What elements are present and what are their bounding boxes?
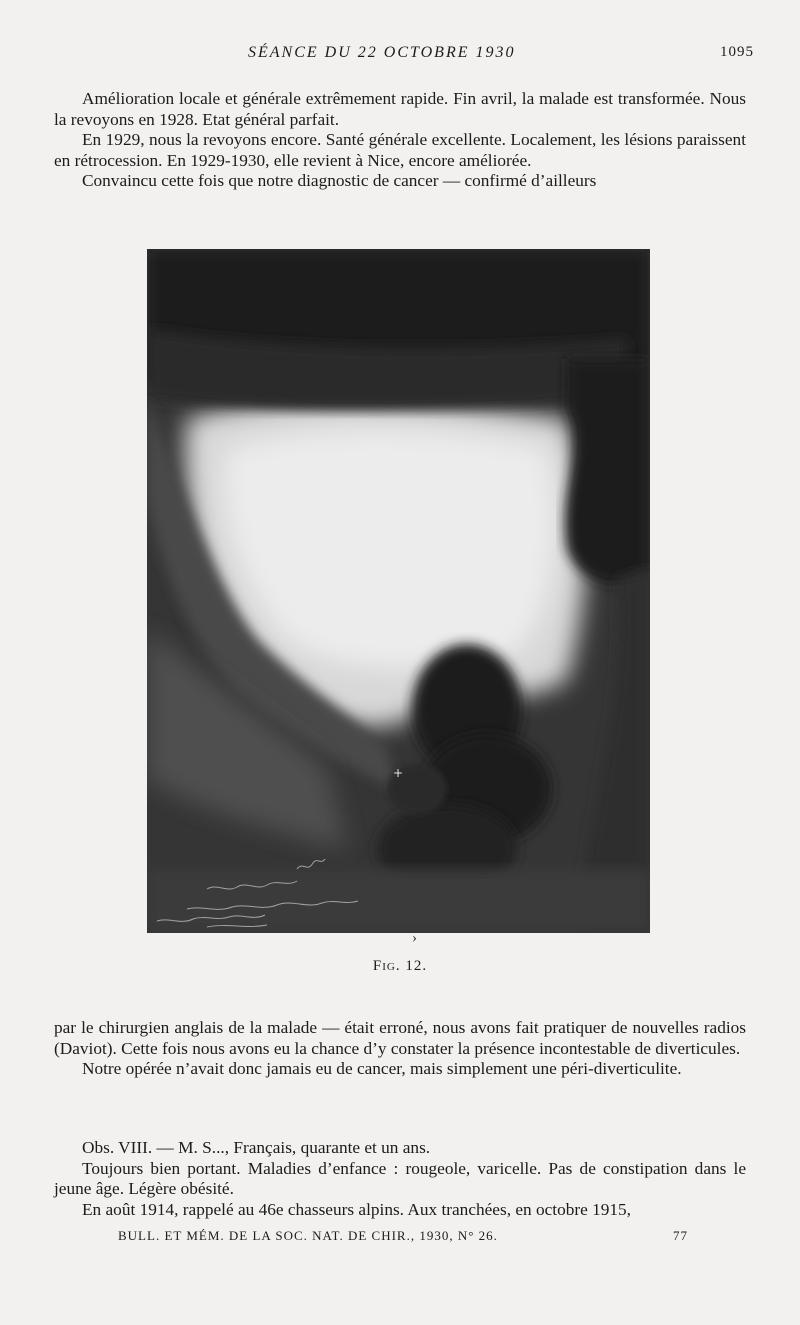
figure-caption: Fig. 12. <box>372 958 428 974</box>
observation-block <box>54 1138 746 1220</box>
signature-number: 77 <box>673 1228 688 1243</box>
page-number: 1095 <box>720 44 754 60</box>
paragraph: Convaincu cette fois que notre diagnostic de cancer — confirmé d’ailleurs <box>82 171 597 190</box>
observation-heading: Obs. VIII. — M. S..., Français, quarante et un ans. <box>82 1138 431 1157</box>
plus-marker: + <box>393 766 404 780</box>
paragraph: Amélioration locale et générale extrêmement rapide. Fin avril, la malade est transformée. Nous la revoyons en 1928. Etat général parfait. <box>54 89 746 129</box>
page-footer <box>118 1228 688 1248</box>
xray-figure <box>147 249 650 933</box>
paragraph: par le chirurgien anglais de la malade — était erroné, nous avons fait pratiquer de nouvelles radios (Daviot). Cette fois nous avons eu la chance d’y constater la présence incontestable de diverticules. <box>54 1018 746 1058</box>
header-title: SÉANCE DU 22 OCTOBRE 1930 <box>248 44 516 61</box>
paragraph: Notre opérée n’avait donc jamais eu de cancer, mais simplement une péri-diverticulite. <box>82 1059 682 1078</box>
figure-mark: › <box>412 930 417 946</box>
top-text-block <box>54 89 746 192</box>
bottom-text-block <box>54 1018 746 1080</box>
paragraph: En août 1914, rappelé au 46e chasseurs alpins. Aux tranchées, en octobre 1915, <box>82 1199 631 1219</box>
journal-reference: BULL. ET MÉM. DE LA SOC. NAT. DE CHIR., 1930, N° 26. <box>118 1228 498 1243</box>
paragraph: Toujours bien portant. Maladies d’enfance : rougeole, varicelle. Pas de constipation dans le jeune âge. Légère obésité. <box>54 1158 746 1198</box>
running-header <box>0 44 800 68</box>
paragraph: En 1929, nous la revoyons encore. Santé générale excellente. Localement, les lésions paraissent en rétrocession. En 1929-1930, elle revient à Nice, encore améliorée. <box>54 130 746 170</box>
xray-image <box>147 249 650 933</box>
